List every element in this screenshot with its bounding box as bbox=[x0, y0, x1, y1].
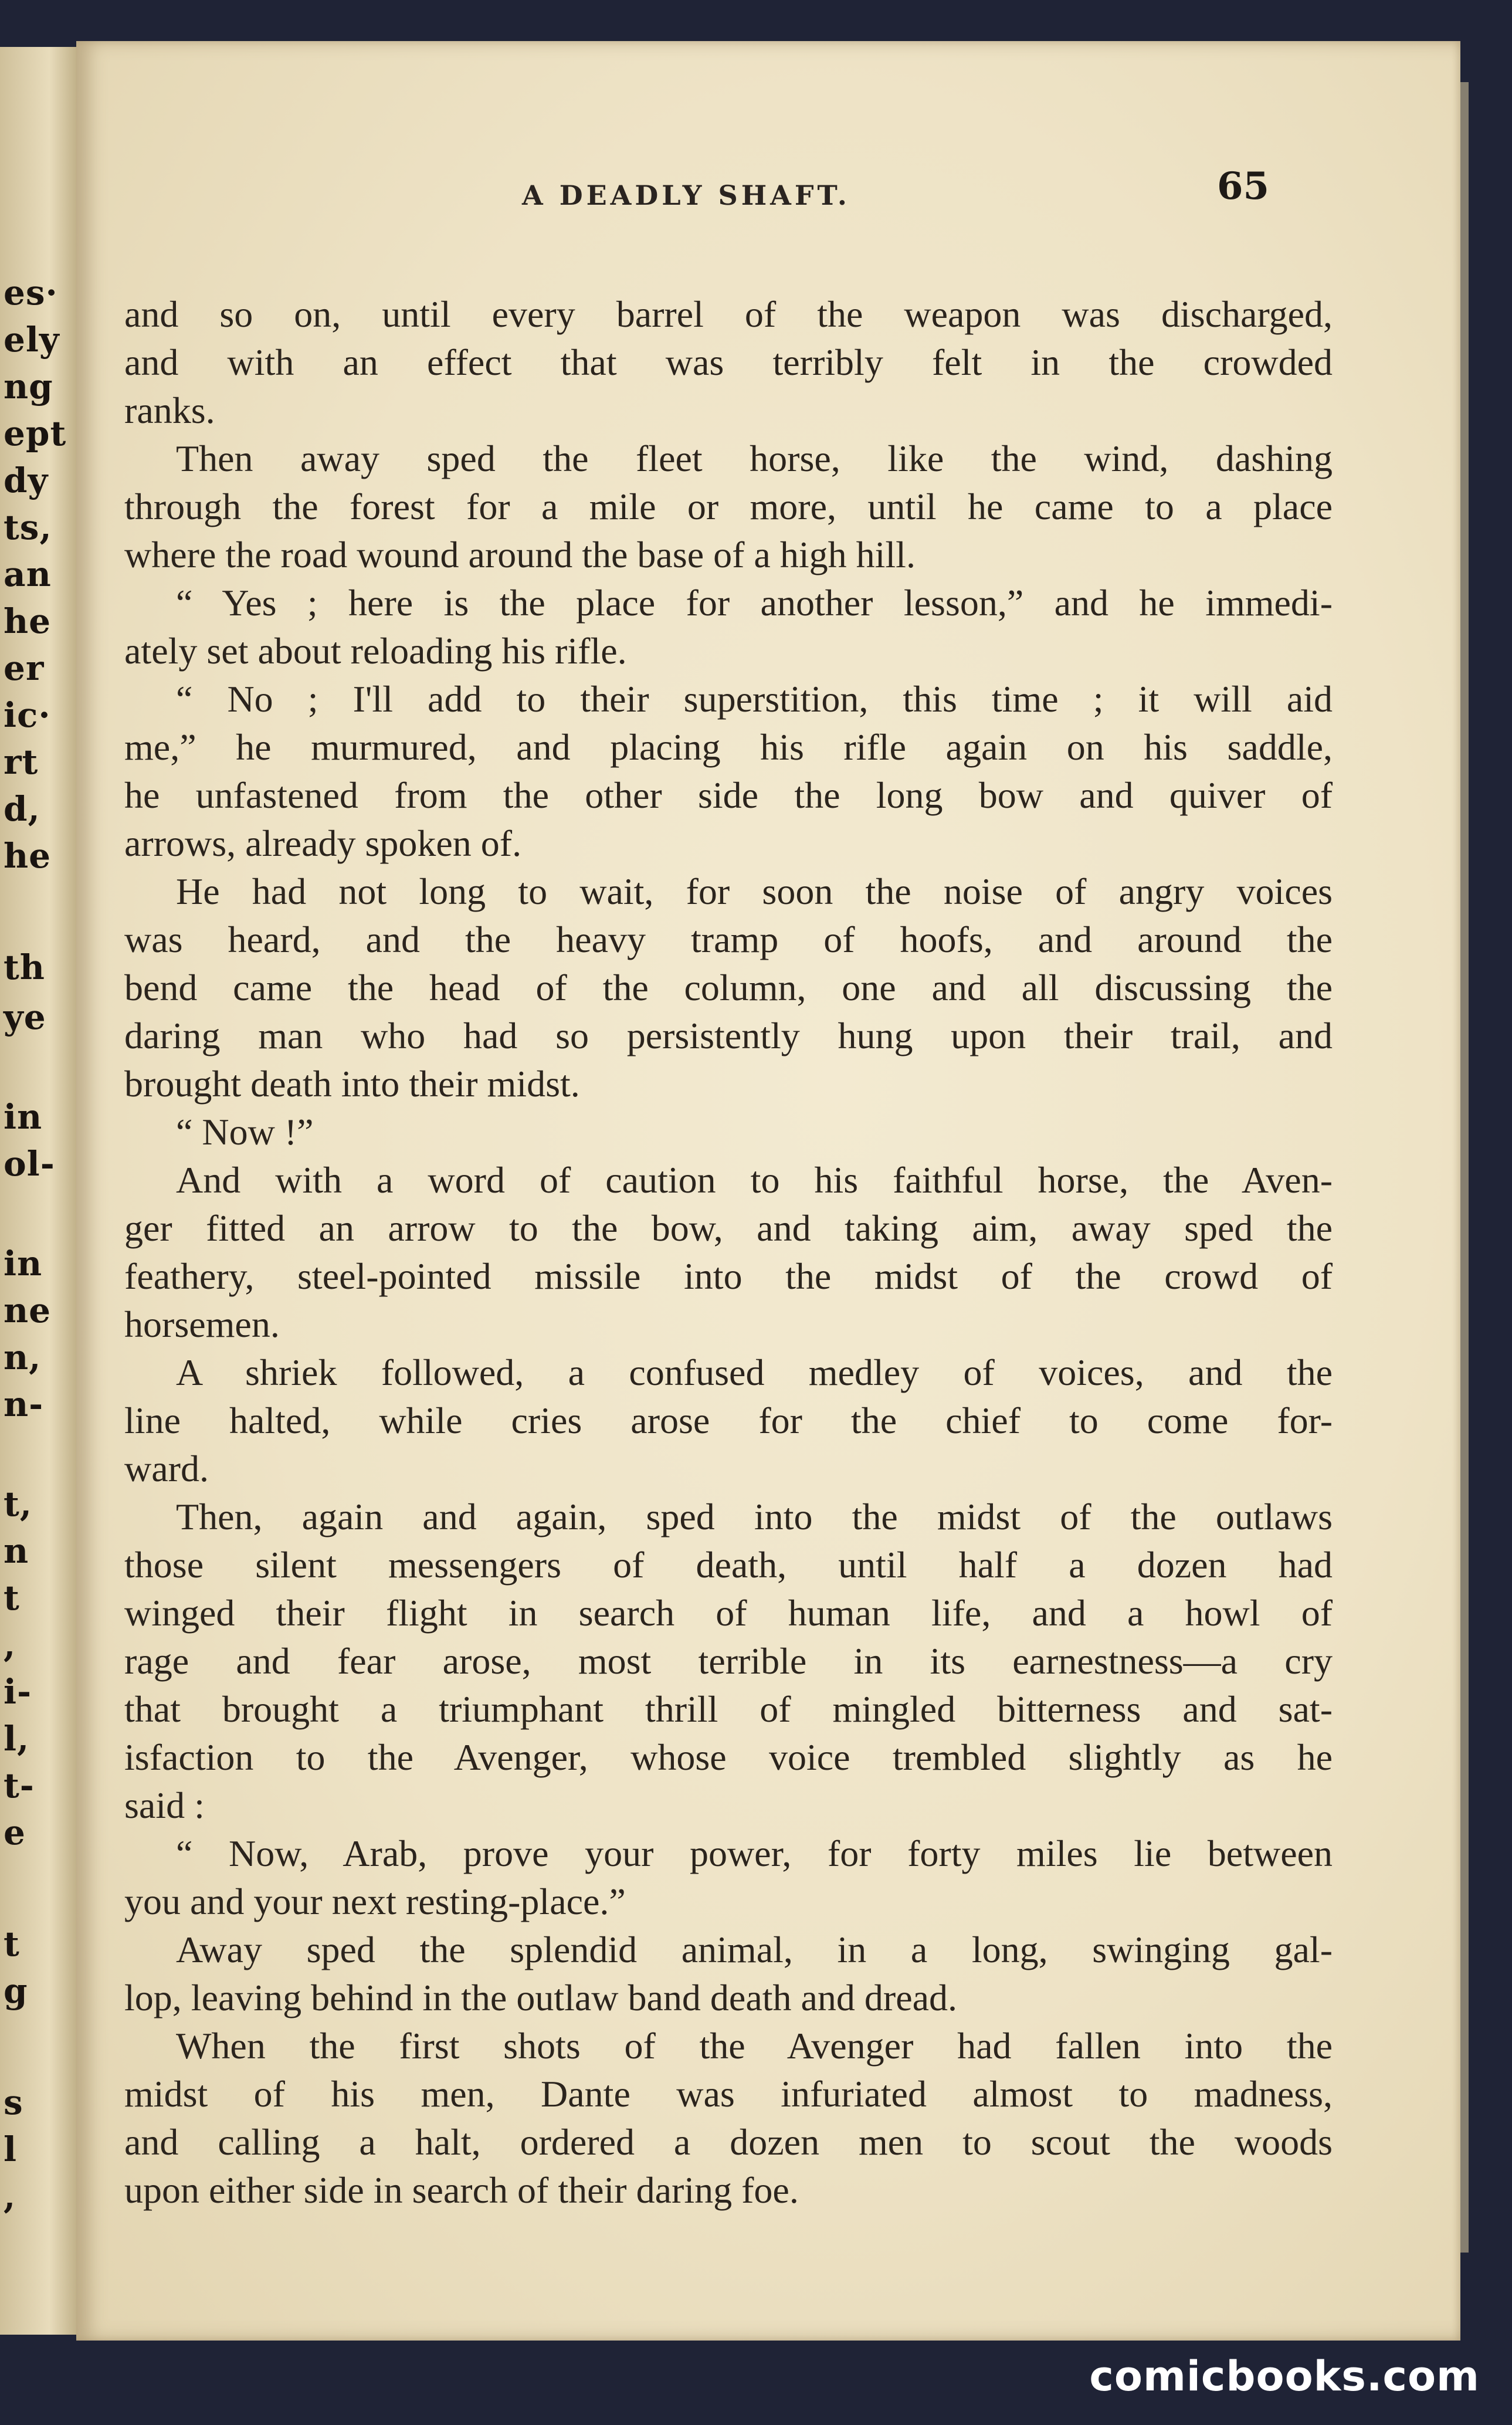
text-line: Away sped the splendid animal, in a long, swinging gal- bbox=[176, 1929, 1333, 1970]
text-line: isfaction to the Avenger, whose voice trembled slightly as he bbox=[124, 1736, 1333, 1778]
text-line: “ No ; I'll add to their superstition, this time ; it will aid bbox=[176, 678, 1333, 720]
text-line: brought death into their midst. bbox=[124, 1063, 580, 1105]
text-line: through the forest for a mile or more, until he came to a place bbox=[124, 486, 1333, 527]
text-line: me,” he murmured, and placing his rifle again on his saddle, bbox=[124, 726, 1333, 768]
prev-page-fragment: ely bbox=[4, 320, 60, 360]
text-line: arrows, already spoken of. bbox=[124, 822, 522, 864]
prev-page-fragment: he bbox=[4, 601, 52, 641]
prev-page-fragment: dy bbox=[4, 460, 49, 500]
prev-page-fragment: t, bbox=[4, 1484, 32, 1524]
text-line: “ Now !” bbox=[176, 1111, 314, 1153]
text-line: And with a word of caution to his faithful horse, the Aven- bbox=[176, 1159, 1333, 1201]
prev-page-fragment: t- bbox=[4, 1766, 35, 1806]
body-text bbox=[124, 290, 1333, 2214]
text-line: was heard, and the heavy tramp of hoofs, and around the bbox=[124, 919, 1333, 960]
text-line: daring man who had so persistently hung upon their trail, and bbox=[124, 1015, 1333, 1056]
text-line: horsemen. bbox=[124, 1303, 280, 1345]
text-line: said : bbox=[124, 1784, 205, 1826]
prev-page-fragment: ye bbox=[4, 997, 46, 1037]
text-line: Then, again and again, sped into the midst of the outlaws bbox=[176, 1496, 1333, 1537]
text-line: ger fitted an arrow to the bow, and taking aim, away sped the bbox=[124, 1207, 1333, 1249]
text-line: When the first shots of the Avenger had fallen into the bbox=[176, 2025, 1333, 2067]
prev-page-fragment: n bbox=[4, 1531, 29, 1571]
text-line: you and your next resting-place.” bbox=[124, 1881, 626, 1922]
text-line: ately set about reloading his rifle. bbox=[124, 630, 627, 672]
prev-page-fragment: , bbox=[4, 2176, 16, 2216]
prev-page-fragment: es· bbox=[4, 273, 58, 313]
prev-page-fragment: er bbox=[4, 648, 45, 688]
text-line: He had not long to wait, for soon the noise of angry voices bbox=[176, 871, 1333, 912]
text-line: and calling a halt, ordered a dozen men to scout the woods bbox=[124, 2121, 1333, 2163]
text-line: feathery, steel-pointed missile into the midst of the crowd of bbox=[124, 1255, 1333, 1297]
book-page bbox=[76, 41, 1460, 2341]
text-line: midst of his men, Dante was infuriated almost to madness, bbox=[124, 2073, 1333, 2115]
text-line: A shriek followed, a confused medley of voices, and the bbox=[176, 1352, 1333, 1393]
text-line: “ Yes ; here is the place for another lesson,” and he immedi- bbox=[176, 582, 1333, 624]
prev-page-fragment: ept bbox=[4, 414, 67, 453]
prev-page-fragment: ic· bbox=[4, 695, 51, 735]
prev-page-fragment: n, bbox=[4, 1337, 42, 1377]
text-line: those silent messengers of death, until half a dozen had bbox=[124, 1544, 1333, 1586]
text-line: line halted, while cries arose for the chief to come for- bbox=[124, 1400, 1333, 1441]
text-line: that brought a triumphant thrill of mingled bitterness and sat- bbox=[124, 1688, 1333, 1730]
prev-page-fragment: he bbox=[4, 836, 52, 876]
text-line: ranks. bbox=[124, 390, 215, 431]
prev-page-fragment: in bbox=[4, 1244, 43, 1283]
text-line: upon either side in search of their daring foe. bbox=[124, 2169, 799, 2211]
text-line: he unfastened from the other side the long bow and quiver of bbox=[124, 774, 1333, 816]
prev-page-fragment: s bbox=[4, 2082, 23, 2122]
prev-page-fragment: e bbox=[4, 1813, 26, 1852]
text-line: where the road wound around the base of a high hill. bbox=[124, 534, 916, 575]
prev-page-fragment: , bbox=[4, 1625, 16, 1665]
text-line: Then away sped the fleet horse, like the wind, dashing bbox=[176, 438, 1333, 479]
prev-page-fragment: ts, bbox=[4, 507, 52, 547]
prev-page-fragment: t bbox=[4, 1924, 20, 1964]
page-number: 65 bbox=[1217, 164, 1270, 208]
prev-page-fragment: rt bbox=[4, 742, 39, 782]
prev-page-fragment: in bbox=[4, 1097, 43, 1137]
text-line: bend came the head of the column, one and all discussing the bbox=[124, 967, 1333, 1008]
running-head: A DEADLY SHAFT. bbox=[522, 179, 850, 211]
prev-page-fragment: g bbox=[4, 1971, 28, 2011]
prev-page-fragment: i- bbox=[4, 1672, 32, 1712]
prev-page-fragment: l bbox=[4, 2129, 18, 2169]
previous-page-edge bbox=[0, 47, 82, 2335]
prev-page-fragment: d, bbox=[4, 789, 40, 829]
page-header bbox=[76, 164, 1331, 217]
text-line: lop, leaving behind in the outlaw band death and dread. bbox=[124, 1977, 958, 2018]
text-line: rage and fear arose, most terrible in its earnestness—a cry bbox=[124, 1640, 1333, 1682]
prev-page-fragment: ne bbox=[4, 1291, 52, 1330]
prev-page-fragment: ng bbox=[4, 367, 53, 407]
prev-page-fragment: t bbox=[4, 1578, 20, 1618]
page-edge-shadow bbox=[1460, 82, 1469, 2253]
text-line: and with an effect that was terribly felt in the crowded bbox=[124, 341, 1333, 383]
prev-page-fragment: an bbox=[4, 554, 52, 594]
text-line: ward. bbox=[124, 1448, 209, 1489]
text-line: “ Now, Arab, prove your power, for forty miles lie between bbox=[176, 1833, 1333, 1874]
prev-page-fragment: l, bbox=[4, 1719, 30, 1759]
watermark: comicbooks.com bbox=[1089, 2352, 1480, 2400]
text-line: and so on, until every barrel of the weapon was discharged, bbox=[124, 293, 1333, 335]
text-line: winged their flight in search of human life, and a howl of bbox=[124, 1592, 1333, 1634]
prev-page-fragment: ol- bbox=[4, 1144, 55, 1184]
prev-page-fragment: n- bbox=[4, 1384, 44, 1424]
prev-page-fragment: th bbox=[4, 947, 45, 987]
